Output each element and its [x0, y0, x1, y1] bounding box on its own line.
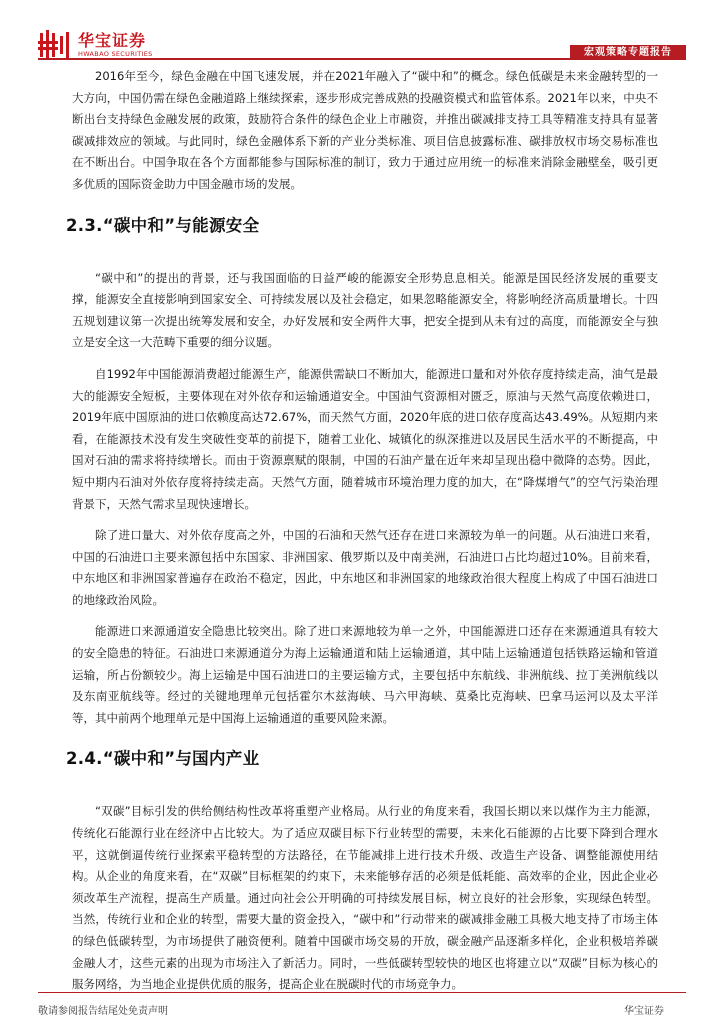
section-heading-domestic-industry: 2.4.“碳中和”与国内产业 [66, 749, 260, 769]
paragraph-energy-dependence: 自1992年中国能源消费超过能源生产，能源供需缺口不断加大，能源进口量和对外依存度持续走高，油气是最大的能源安全短板，主要体现在对外依存和运输通道安全。中国油气资源相对匮乏，原油与天然气高度依赖进口，2019年底中国原油的进口依赖度高达72.67%，而天然气方面，2020年底的进口依存度高达43.49%。从短期内来看，在能源技术没有发生突破性变革的前提下，随着工业化、城镇化的纵深推进以及居民生活水平的不断提高，中国对石油的需求将持续增长。而由于资源禀赋的限制，中国的石油产量在近年来却呈现出稳中微降的态势。因此，短中期内石油对外依存度将持续走高。天然气方面，随着城市环境治理力度的加大，在“降煤增气”的空气污染治理背景下，天然气需求呈现快速增长。 [72, 366, 658, 511]
paragraph-industry-restructuring: “双碳”目标引发的供给侧结构性改革将重塑产业格局。从行业的角度来看，我国长期以来以煤作为主力能源，传统化石能源行业在经济中占比较大。为了适应双碳目标下行业转型的需要，未来化石能源的占比要下降到合理水平，这就倒逼传统行业探索平稳转型的方法路径，在节能减排上进行技术升级、改造生产设备、调整能源使用结构。从企业的角度来看，在“双碳”目标框架的约束下，未来能够存活的必须是低耗能、高效率的企业，因此企业必须改革生产流程，提高生产质量。通过向社会公开明确的可持续发展目标，树立良好的社会形象，实现绿色转型。当然，传统行业和企业的转型，需要大量的资金投入，“碳中和”行动带来的碳减排金融工具极大地支持了市场主体的绿色低碳转型，为市场提供了融资便利。随着中国碳市场交易的开放，碳金融产品逐渐多样化，企业积极培养碳金融人才，这些元素的出现为市场注入了新活力。同时，一些低碳转型较快的地区也将建立以“双碳”目标为核心的服务网络，为当地企业提供优质的服务，提高企业在脱碳时代的市场竞争力。 [72, 804, 658, 992]
page-footer [0, 988, 724, 1024]
disclaimer-note: 敬请参阅报告结尾处免责声明 [38, 1006, 168, 1017]
logo-english-name: HWABAO SECURITIES [78, 49, 153, 58]
paragraph-transport-routes: 能源进口来源通道安全隐患比较突出。除了进口来源地较为单一之外，中国能源进口还存在来源通道具有较大的安全隐患的特征。石油进口来源通道分为海上运输通道和陆上运输通道，其中陆上运输通道包括铁路运输和管道运输，所占份额较少。海上运输是中国石油进口的主要运输方式，主要包括中东航线、非洲航线、拉丁美洲航线以及东南亚航线等。经过的关键地理单元包括霍尔木兹海峡、马六甲海峡、莫桑比克海峡、巴拿马运河以及太平洋等，其中前两个地理单元是中国海上运输通道的重要风险来源。 [72, 624, 658, 725]
section-heading-energy-security: 2.3.“碳中和”与能源安全 [66, 215, 260, 235]
paragraph-energy-background: “碳中和”的提出的背景，还与我国面临的日益严峻的能源安全形势息息相关。能源是国民经济发展的重要支撑，能源安全直接影响到国家安全、可持续发展以及社会稳定，如果忽略能源安全，将影响经济高质量增长。十四五规划建议第一次提出统筹发展和安全，办好发展和安全两件大事，把安全提到从未有过的高度，而能源安全与独立是安全这一大范畴下重要的细分议题。 [72, 270, 658, 350]
page-header [0, 0, 724, 64]
footer-brand: 华宝证券 [624, 1006, 664, 1017]
hwabao-logo-icon [38, 30, 74, 60]
footer-divider [38, 992, 686, 993]
logo-chinese-name: 华宝证券 [78, 30, 147, 50]
paragraph-green-finance: 2016年至今，绿色金融在中国飞速发展，并在2021年融入了“碳中和”的概念。绿色低碳是未来金融转型的一大方向，中国仍需在绿色金融道路上继续探索，逐步形成完善成熟的投融资模式和监管体系。2021年以来，中央不断出台支持绿色金融发展的政策，鼓励符合条件的绿色企业上市融资，并推出碳减排支持工具等精准支持具有显著碳减排效应的领域。与此同时，绿色金融体系下新的产业分类标准、项目信息披露标准、碳排放权市场交易标准也在不断出台。中国争取在各个方面都能参与国际标准的制订，致力于通过应用统一的标准来消除金融壁垒，吸引更多优质的国际资金助力中国金融市场的发展。 [72, 69, 658, 191]
company-logo [38, 30, 153, 60]
report-body [66, 66, 658, 1006]
paragraph-import-sources: 除了进口量大、对外依存度高之外，中国的石油和天然气还存在进口来源较为单一的问题。从石油进口来看，中国的石油进口主要来源包括中东国家、非洲国家、俄罗斯以及中南美洲，石油进口占比均超过10%。目前来看，中东地区和非洲国家普遍存在政治不稳定，因此，中东地区和非洲国家的地缘政治很大程度上构成了中国石油进口的地缘政治风险。 [72, 528, 658, 607]
report-type-label: 宏观策略专题报告 [570, 45, 686, 60]
header-divider [38, 58, 686, 60]
